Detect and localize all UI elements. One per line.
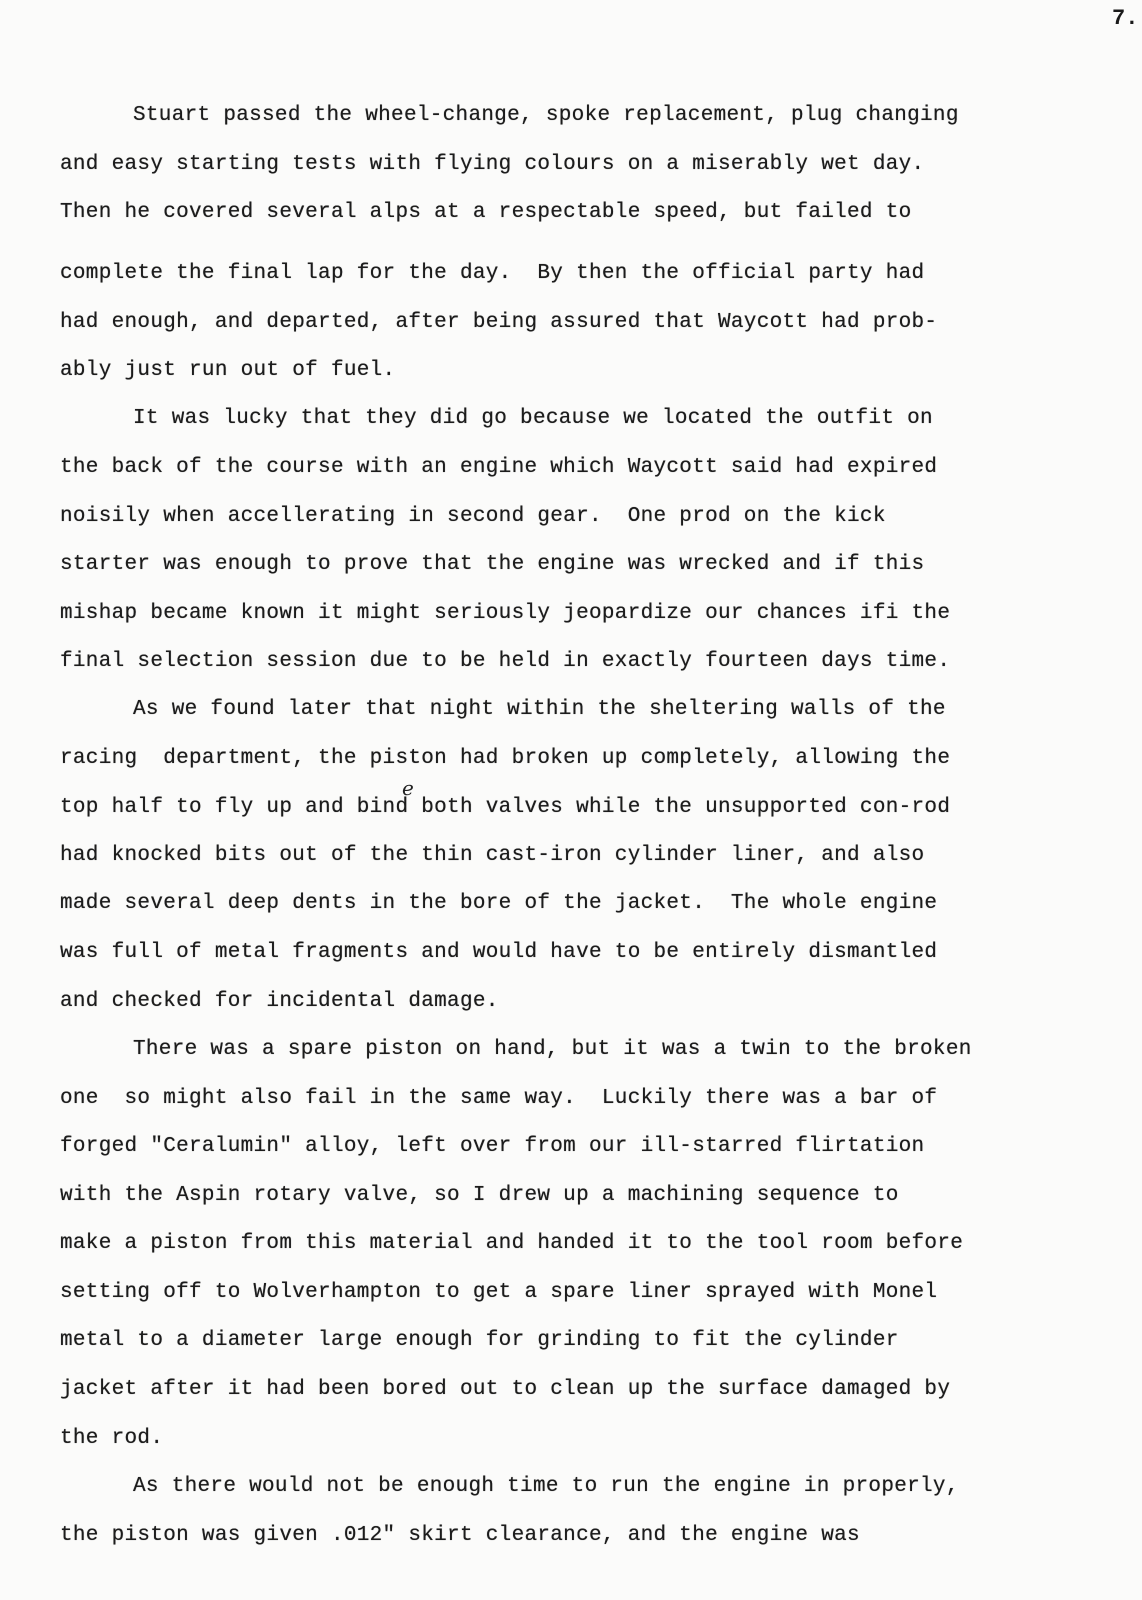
page-number: 7. [1112,6,1139,31]
text-line: top half to fly up and bind both valves while the unsupported con-rod [60,796,951,819]
text-line: There was a spare piston on hand, but it was a twin to the broken [133,1038,972,1061]
text-line: final selection session due to be held in exactly fourteen days time. [60,650,951,673]
handwritten-correction: e [402,776,414,800]
text-line: and easy starting tests with flying colours on a miserably wet day. [60,153,925,176]
text-line: the piston was given .012" skirt clearance, and the engine was [60,1524,860,1547]
text-line: jacket after it had been bored out to clean up the surface damaged by [60,1378,951,1401]
text-line: noisily when accellerating in second gear. One prod on the kick [60,505,886,528]
text-line: the back of the course with an engine which Waycott said had expired [60,456,938,479]
text-line: complete the final lap for the day. By then the official party had [60,262,925,285]
text-line: was full of metal fragments and would have to be entirely dismantled [60,941,938,964]
text-line: starter was enough to prove that the engine was wrecked and if this [60,553,925,576]
text-line: the rod. [60,1427,164,1450]
text-line: had enough, and departed, after being assured that Waycott had prob- [60,311,938,334]
text-line: had knocked bits out of the thin cast-iron cylinder liner, and also [60,844,925,867]
text-line: Then he covered several alps at a respectable speed, but failed to [60,201,912,224]
text-line: one so might also fail in the same way. Luckily there was a bar of [60,1087,938,1110]
text-line: setting off to Wolverhampton to get a spare liner sprayed with Monel [60,1281,938,1304]
text-line: mishap became known it might seriously jeopardize our chances ifi the [60,602,951,625]
text-line: made several deep dents in the bore of the jacket. The whole engine [60,892,938,915]
text-line: with the Aspin rotary valve, so I drew up a machining sequence to [60,1184,899,1207]
text-line: As we found later that night within the sheltering walls of the [133,698,946,721]
text-line: and checked for incidental damage. [60,990,499,1013]
text-line: metal to a diameter large enough for grinding to fit the cylinder [60,1329,899,1352]
text-line: As there would not be enough time to run the engine in properly, [133,1475,959,1498]
text-line: ably just run out of fuel. [60,359,396,382]
text-line: It was lucky that they did go because we located the outfit on [133,407,933,430]
text-line: racing department, the piston had broken up completely, allowing the [60,747,951,770]
text-line: make a piston from this material and handed it to the tool room before [60,1232,964,1255]
text-line: Stuart passed the wheel-change, spoke replacement, plug changing [133,104,959,127]
text-line: forged "Ceralumin" alloy, left over from our ill-starred flirtation [60,1135,925,1158]
